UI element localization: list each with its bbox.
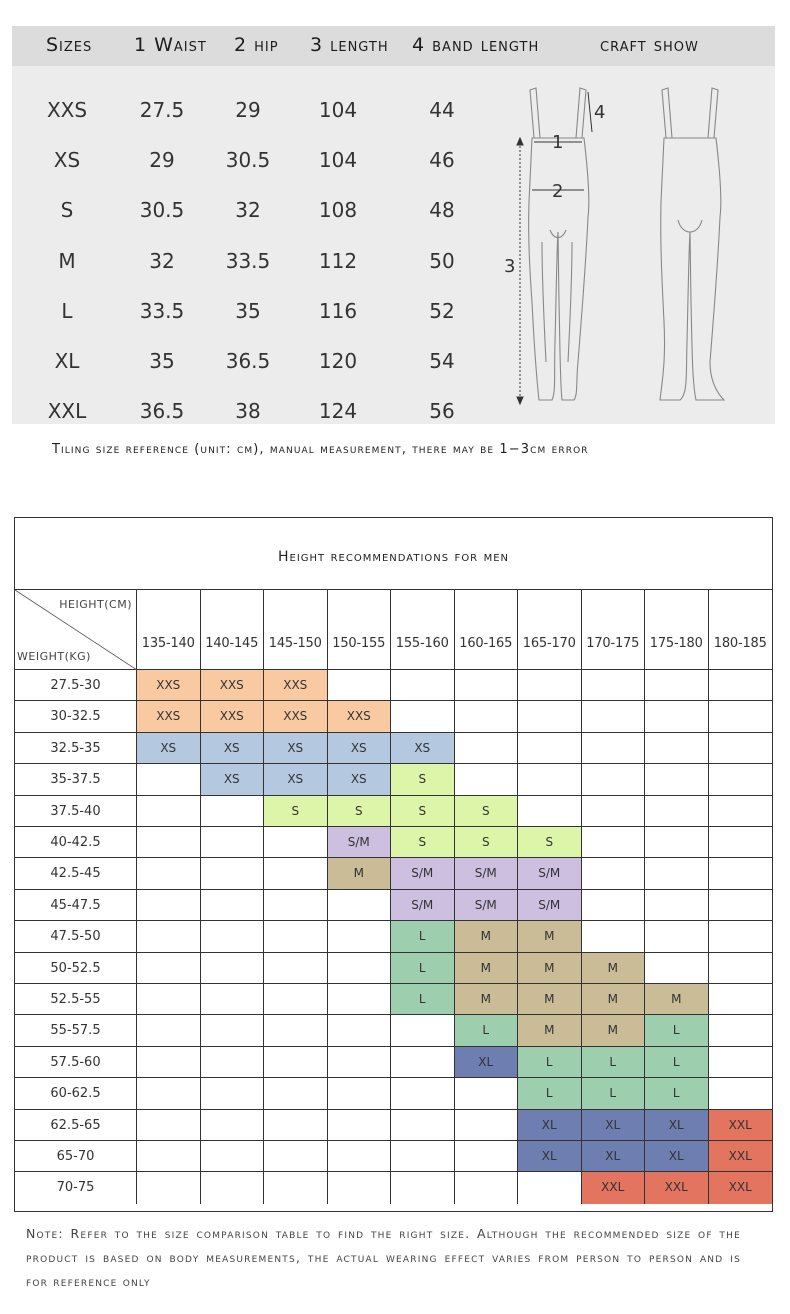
empty-cell [201, 953, 265, 984]
size-recommendation-cell: XS [264, 733, 328, 764]
header-length: 3 length [310, 34, 389, 56]
size-recommendation-cell: XXL [709, 1172, 773, 1203]
size-recommendation-cell: S [455, 827, 519, 858]
empty-cell [391, 1141, 455, 1172]
size-cell-size: XXS [46, 98, 88, 122]
size-recommendation-cell: XXS [328, 701, 392, 732]
header-craft-show: craft show [600, 34, 699, 56]
size-cell-size: M [58, 248, 76, 273]
size-cell-hip: 30.5 [225, 148, 271, 173]
size-cell-hip: 38 [235, 399, 261, 424]
empty-cell [137, 858, 201, 889]
front-strap-right [576, 88, 586, 138]
empty-cell [645, 827, 709, 858]
empty-cell [137, 921, 201, 952]
empty-cell [137, 953, 201, 984]
table-title: Height recommendations for men [15, 518, 772, 590]
empty-cell [582, 796, 646, 827]
weight-header-cell: 55-57.5 [15, 1015, 137, 1046]
empty-cell [645, 701, 709, 732]
size-cell-size: S [60, 198, 74, 223]
empty-cell [328, 921, 392, 952]
empty-cell [328, 984, 392, 1015]
empty-cell [137, 1047, 201, 1078]
empty-cell [137, 984, 201, 1015]
size-recommendation-cell: M [518, 984, 582, 1015]
empty-cell [137, 1078, 201, 1109]
size-recommendation-cell: XXL [709, 1141, 773, 1172]
empty-cell [582, 670, 646, 701]
size-recommendation-cell: L [455, 1015, 519, 1046]
empty-cell [201, 1047, 265, 1078]
empty-cell [391, 1110, 455, 1141]
weight-header-cell: 27.5-30 [15, 670, 137, 701]
height-header-cell: 135-140 [137, 590, 201, 670]
empty-cell [518, 701, 582, 732]
empty-cell [264, 1078, 328, 1109]
size-recommendation-cell: S/M [518, 890, 582, 921]
height-header-cell: 175-180 [645, 590, 709, 670]
empty-cell [709, 670, 773, 701]
back-strap-left [662, 88, 672, 138]
empty-cell [264, 890, 328, 921]
size-recommendation-cell: XXS [264, 701, 328, 732]
size-recommendation-cell: M [518, 921, 582, 952]
empty-cell [455, 764, 519, 795]
size-cell-hip: 36.5 [225, 349, 271, 373]
empty-cell [518, 796, 582, 827]
size-row [12, 90, 492, 130]
size-cell-band-length: 44 [429, 98, 455, 122]
size-recommendation-cell: XXL [709, 1110, 773, 1141]
empty-cell [137, 1015, 201, 1046]
size-recommendation-cell: XS [201, 733, 265, 764]
table-corner-cell [15, 590, 137, 670]
weight-header-cell: 45-47.5 [15, 890, 137, 921]
empty-cell [582, 733, 646, 764]
size-recommendation-cell: XL [582, 1141, 646, 1172]
empty-cell [455, 733, 519, 764]
size-cell-waist: 35 [149, 349, 175, 373]
empty-cell [328, 1172, 392, 1203]
size-cell-length: 116 [318, 298, 358, 323]
empty-cell [645, 764, 709, 795]
size-recommendation-cell: XL [645, 1110, 709, 1141]
weight-header-cell: 65-70 [15, 1141, 137, 1172]
size-recommendation-cell: L [518, 1078, 582, 1109]
empty-cell [264, 984, 328, 1015]
size-recommendation-cell: XS [391, 733, 455, 764]
size-cell-hip: 35 [235, 298, 261, 323]
size-cell-length: 104 [318, 148, 358, 173]
header-sizes: Sizes [46, 34, 93, 56]
empty-cell [328, 1047, 392, 1078]
empty-cell [328, 1015, 392, 1046]
size-cell-band-length: 48 [429, 198, 455, 223]
empty-cell [645, 858, 709, 889]
weight-header-cell: 62.5-65 [15, 1110, 137, 1141]
tiling-size-note: Tiling size reference (unit: cm), manual measurement, there may be 1−3cm error [52, 442, 589, 457]
empty-cell [201, 1078, 265, 1109]
size-recommendation-cell: L [582, 1047, 646, 1078]
empty-cell [455, 1141, 519, 1172]
size-recommendation-cell: M [455, 984, 519, 1015]
empty-cell [391, 701, 455, 732]
size-recommendation-cell: S/M [518, 858, 582, 889]
size-recommendation-cell: M [455, 921, 519, 952]
empty-cell [328, 953, 392, 984]
weight-header-cell: 70-75 [15, 1172, 137, 1203]
size-recommendation-cell: L [518, 1047, 582, 1078]
size-cell-hip: 33.5 [225, 248, 271, 273]
size-recommendation-cell: S/M [455, 890, 519, 921]
empty-cell [518, 670, 582, 701]
size-cell-length: 104 [318, 98, 358, 122]
size-recommendation-cell: XS [137, 733, 201, 764]
front-body [529, 138, 589, 400]
empty-cell [455, 670, 519, 701]
size-recommendation-cell: S [455, 796, 519, 827]
size-recommendation-cell: S [328, 796, 392, 827]
height-header-cell: 140-145 [201, 590, 265, 670]
size-cell-waist: 30.5 [139, 198, 185, 223]
empty-cell [391, 1078, 455, 1109]
empty-cell [645, 733, 709, 764]
empty-cell [709, 827, 773, 858]
empty-cell [328, 890, 392, 921]
size-recommendation-cell: M [518, 1015, 582, 1046]
header-band-length: 4 band length [412, 34, 540, 56]
empty-cell [328, 1110, 392, 1141]
size-cell-band-length: 46 [429, 148, 455, 173]
empty-cell [709, 1015, 773, 1046]
size-recommendation-cell: L [391, 921, 455, 952]
size-recommendation-cell: XXS [264, 670, 328, 701]
size-recommendation-cell: L [582, 1078, 646, 1109]
size-cell-size: L [61, 298, 73, 323]
empty-cell [709, 858, 773, 889]
size-recommendation-cell: XL [645, 1141, 709, 1172]
size-chart [12, 26, 775, 424]
weight-header-cell: 30-32.5 [15, 701, 137, 732]
height-header-cell: 180-185 [709, 590, 773, 670]
weight-header-cell: 40-42.5 [15, 827, 137, 858]
empty-cell [328, 670, 392, 701]
empty-cell [645, 921, 709, 952]
empty-cell [201, 1172, 265, 1203]
size-recommendation-cell: M [518, 953, 582, 984]
size-recommendation-cell: S/M [391, 858, 455, 889]
size-row [12, 391, 492, 431]
size-recommendation-cell: XXL [582, 1172, 646, 1203]
size-recommendation-cell: XS [328, 733, 392, 764]
empty-cell [709, 1078, 773, 1109]
size-recommendation-cell: XXS [137, 670, 201, 701]
empty-cell [391, 1047, 455, 1078]
empty-cell [645, 953, 709, 984]
size-recommendation-cell: M [582, 984, 646, 1015]
size-cell-waist: 36.5 [139, 399, 185, 424]
size-row [12, 291, 492, 331]
empty-cell [391, 670, 455, 701]
size-recommendation-cell: M [328, 858, 392, 889]
weight-header-cell: 52.5-55 [15, 984, 137, 1015]
size-cell-waist: 32 [149, 248, 175, 273]
size-recommendation-cell: XL [582, 1110, 646, 1141]
height-header-cell: 165-170 [518, 590, 582, 670]
back-body [660, 138, 724, 400]
size-recommendation-cell: XXL [645, 1172, 709, 1203]
height-header-cell: 170-175 [582, 590, 646, 670]
size-recommendation-cell: L [645, 1078, 709, 1109]
empty-cell [582, 701, 646, 732]
empty-cell [137, 1172, 201, 1203]
empty-cell [264, 1047, 328, 1078]
size-recommendation-cell: L [391, 984, 455, 1015]
size-row [12, 241, 492, 281]
empty-cell [582, 827, 646, 858]
empty-cell [455, 1078, 519, 1109]
size-cell-band-length: 54 [429, 349, 455, 373]
empty-cell [328, 1141, 392, 1172]
empty-cell [582, 921, 646, 952]
size-cell-waist: 33.5 [139, 298, 185, 323]
empty-cell [264, 858, 328, 889]
empty-cell [137, 1141, 201, 1172]
empty-cell [137, 890, 201, 921]
empty-cell [518, 764, 582, 795]
empty-cell [137, 827, 201, 858]
empty-cell [201, 1141, 265, 1172]
size-cell-length: 108 [318, 198, 358, 223]
size-cell-length: 120 [318, 349, 358, 373]
weight-header-cell: 32.5-35 [15, 733, 137, 764]
size-row [12, 140, 492, 180]
empty-cell [582, 858, 646, 889]
height-recommendation-table [14, 517, 773, 1212]
size-recommendation-cell: M [582, 1015, 646, 1046]
size-recommendation-cell: XS [328, 764, 392, 795]
size-cell-hip: 29 [235, 98, 261, 122]
empty-cell [137, 796, 201, 827]
empty-cell [201, 890, 265, 921]
size-recommendation-cell: M [582, 953, 646, 984]
height-header-cell: 155-160 [391, 590, 455, 670]
size-row [12, 190, 492, 230]
empty-cell [264, 1015, 328, 1046]
empty-cell [391, 1172, 455, 1203]
size-cell-length: 112 [318, 248, 358, 273]
empty-cell [455, 1172, 519, 1203]
size-recommendation-cell: L [645, 1047, 709, 1078]
empty-cell [264, 1141, 328, 1172]
marker-3: 3 [504, 256, 516, 277]
size-recommendation-cell: XL [455, 1047, 519, 1078]
empty-cell [709, 701, 773, 732]
empty-cell [201, 858, 265, 889]
empty-cell [645, 796, 709, 827]
weight-axis-label: WEIGHT(KG) [17, 650, 91, 663]
size-recommendation-cell: XL [518, 1110, 582, 1141]
empty-cell [645, 670, 709, 701]
empty-cell [137, 764, 201, 795]
empty-cell [709, 733, 773, 764]
size-recommendation-cell: S/M [328, 827, 392, 858]
empty-cell [518, 1172, 582, 1203]
height-header-cell: 160-165 [455, 590, 519, 670]
size-recommendation-cell: S/M [391, 890, 455, 921]
size-recommendation-cell: S [264, 796, 328, 827]
size-cell-size: XL [54, 349, 80, 373]
empty-cell [582, 890, 646, 921]
front-strap-left [530, 88, 540, 138]
back-strap-right [708, 88, 718, 138]
size-cell-waist: 29 [149, 148, 175, 173]
empty-cell [201, 796, 265, 827]
empty-cell [264, 953, 328, 984]
header-hip: 2 hip [234, 34, 279, 56]
marker-1: 1 [552, 132, 564, 153]
weight-header-cell: 50-52.5 [15, 953, 137, 984]
size-cell-size: XS [53, 148, 81, 173]
size-cell-size: XXL [47, 399, 87, 424]
empty-cell [709, 796, 773, 827]
size-cell-hip: 32 [235, 198, 261, 223]
weight-header-cell: 42.5-45 [15, 858, 137, 889]
weight-header-cell: 57.5-60 [15, 1047, 137, 1078]
size-recommendation-cell: L [645, 1015, 709, 1046]
weight-header-cell: 60-62.5 [15, 1078, 137, 1109]
size-cell-band-length: 52 [429, 298, 455, 323]
back-seat [678, 220, 702, 232]
height-header-cell: 145-150 [264, 590, 328, 670]
marker-2: 2 [552, 181, 564, 202]
size-recommendation-cell: S [391, 827, 455, 858]
size-recommendation-cell: S/M [455, 858, 519, 889]
size-recommendation-cell: XS [201, 764, 265, 795]
front-leg-line-right [568, 242, 572, 362]
empty-cell [391, 1015, 455, 1046]
size-recommendation-cell: XXS [137, 701, 201, 732]
header-waist: 1 Waist [134, 34, 207, 56]
empty-cell [518, 733, 582, 764]
empty-cell [264, 921, 328, 952]
footer-note: Note: Refer to the size comparison table to find the right size. Although the recommended size of the product is based on body measurements, the actual wearing effect varies from person to person and is for reference only [26, 1226, 741, 1289]
empty-cell [709, 890, 773, 921]
empty-cell [582, 764, 646, 795]
size-recommendation-cell: M [645, 984, 709, 1015]
empty-cell [709, 921, 773, 952]
size-recommendation-cell: M [455, 953, 519, 984]
size-recommendation-cell: L [391, 953, 455, 984]
empty-cell [328, 1078, 392, 1109]
weight-header-cell: 47.5-50 [15, 921, 137, 952]
empty-cell [709, 953, 773, 984]
empty-cell [201, 921, 265, 952]
empty-cell [709, 984, 773, 1015]
empty-cell [201, 1015, 265, 1046]
empty-cell [645, 890, 709, 921]
empty-cell [201, 827, 265, 858]
empty-cell [709, 764, 773, 795]
empty-cell [264, 827, 328, 858]
size-recommendation-cell: XL [518, 1141, 582, 1172]
size-cell-band-length: 56 [429, 399, 455, 424]
size-recommendation-cell: S [518, 827, 582, 858]
empty-cell [201, 1110, 265, 1141]
empty-cell [201, 984, 265, 1015]
empty-cell [137, 1110, 201, 1141]
empty-cell [455, 1110, 519, 1141]
size-chart-header [12, 26, 775, 66]
size-recommendation-cell: S [391, 796, 455, 827]
height-axis-label: HEIGHT(CM) [59, 598, 132, 611]
garment-diagram [504, 82, 742, 412]
weight-header-cell: 35-37.5 [15, 764, 137, 795]
size-row [12, 341, 492, 381]
size-cell-band-length: 50 [429, 248, 455, 273]
weight-header-cell: 37.5-40 [15, 796, 137, 827]
size-recommendation-cell: XXS [201, 670, 265, 701]
size-recommendation-cell: XXS [201, 701, 265, 732]
front-leg-line-left [542, 242, 546, 362]
empty-cell [709, 1047, 773, 1078]
empty-cell [264, 1172, 328, 1203]
marker-4: 4 [594, 102, 606, 123]
size-recommendation-cell: XS [264, 764, 328, 795]
band-measure-line [588, 92, 592, 132]
size-cell-waist: 27.5 [139, 98, 185, 122]
empty-cell [455, 701, 519, 732]
empty-cell [264, 1110, 328, 1141]
height-header-cell: 150-155 [328, 590, 392, 670]
size-cell-length: 124 [318, 399, 358, 424]
size-recommendation-cell: S [391, 764, 455, 795]
